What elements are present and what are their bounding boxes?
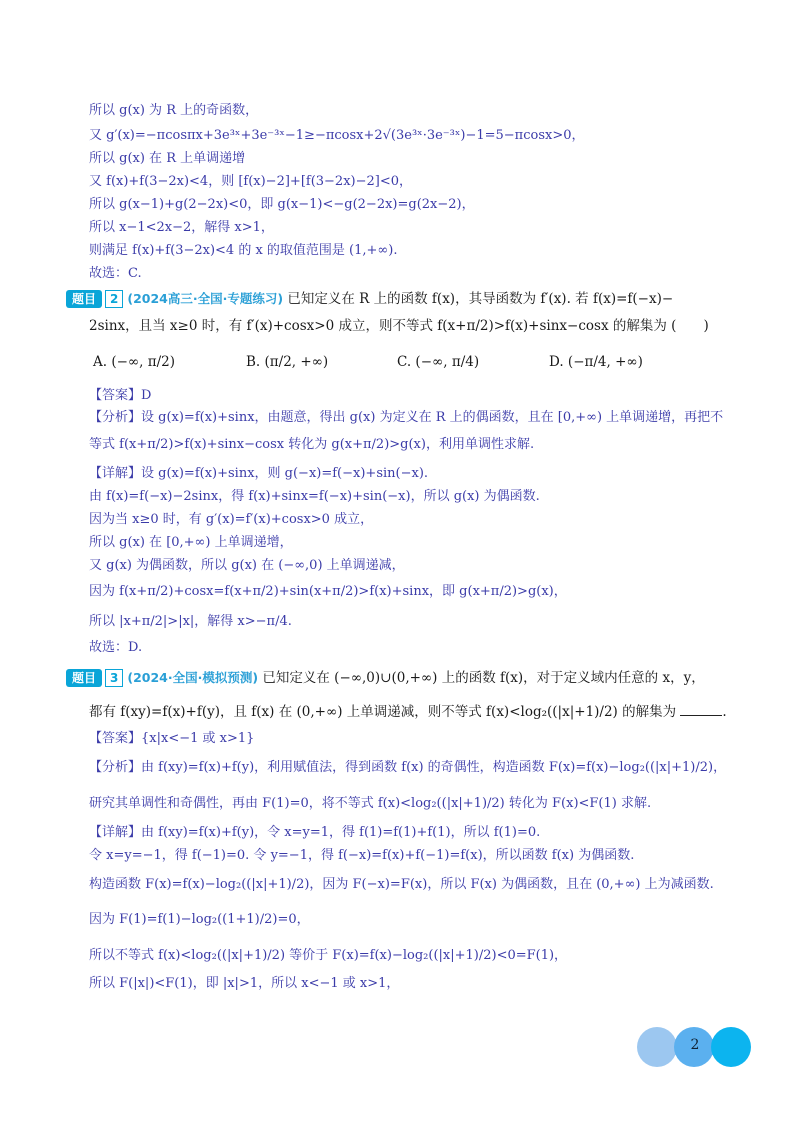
page-number: 2: [690, 1037, 700, 1053]
option-c[interactable]: C. (−∞, π/4): [397, 354, 480, 370]
detail-line: 构造函数 F(x)=f(x)−log₂((|x|+1)/2)，因为 F(−x)=F(x)，所以 F(x) 为偶函数，且在 (0,+∞) 上为减函数.: [89, 877, 714, 892]
question-stem: 已知定义在 (−∞,0)∪(0,+∞) 上的函数 f(x)，对于定义域内任意的 x，y，: [262, 670, 705, 686]
question-2-header: [66, 290, 673, 308]
detail-line: 由 f(x)=f(−x)−2sinx，得 f(x)+sinx=f(−x)+sin(−x)，所以 g(x) 为偶函数.: [89, 489, 540, 504]
solution-line: 则满足 f(x)+f(3−2x)<4 的 x 的取值范围是 (1,+∞).: [89, 243, 398, 258]
question-stem-line: 都有 f(xy)=f(x)+f(y)，且 f(x) 在 (0,+∞) 上单调递减，则不等式 f(x)<log₂((|x|+1)/2) 的解集为 .: [89, 704, 727, 720]
question-number: 3: [105, 669, 123, 687]
question-number: 2: [105, 290, 123, 308]
detail-line: 所以不等式 f(x)<log₂((|x|+1)/2) 等价于 F(x)=f(x)−log₂((|x|+1)/2)<0=F(1)，: [89, 948, 568, 963]
circle-decoration: [637, 1027, 677, 1067]
detail-line: 令 x=y=−1，得 f(−1)=0. 令 y=−1，得 f(−x)=f(x)+f(−1)=f(x)，所以函数 f(x) 为偶函数.: [89, 848, 635, 863]
solution-line: 所以 g(x) 在 R 上单调递增: [89, 151, 246, 166]
question-tag: 题目: [66, 290, 102, 308]
solution-line: 故选：C.: [89, 266, 142, 281]
question-tag: 题目: [66, 669, 102, 687]
detail-line: 故选：D.: [89, 640, 143, 655]
circle-decoration: [711, 1027, 751, 1067]
detail-line: 因为 F(1)=f(1)−log₂((1+1)/2)=0，: [89, 912, 310, 927]
option-a[interactable]: A. (−∞, π/2): [93, 354, 176, 370]
question-stem-text: 都有 f(xy)=f(x)+f(y)，且 f(x) 在 (0,+∞) 上单调递减，则不等式 f(x)<log₂((|x|+1)/2) 的解集为: [89, 704, 677, 720]
detail-line: 因为当 x≥0 时，有 g′(x)=f′(x)+cosx>0 成立，: [89, 512, 374, 527]
analysis-line: 等式 f(x+π/2)>f(x)+sinx−cosx 转化为 g(x+π/2)>g(x)，利用单调性求解.: [89, 437, 535, 452]
solution-line: 所以 g(x) 为 R 上的奇函数，: [89, 103, 259, 118]
detail-line: 因为 f(x+π/2)+cosx=f(x+π/2)+sin(x+π/2)>f(x)+sinx，即 g(x+π/2)>g(x)，: [89, 584, 567, 599]
answer-line: 【答案】D: [89, 388, 152, 403]
option-b[interactable]: B. (π/2, +∞): [246, 354, 329, 370]
solution-line: 又 f(x)+f(3−2x)<4，则 [f(x)−2]+[f(3−2x)−2]<0，: [89, 174, 413, 189]
detail-line: 所以 |x+π/2|>|x|，解得 x>−π/4.: [89, 614, 292, 629]
answer-blank[interactable]: [680, 703, 722, 716]
detail-line: 所以 F(|x|)<F(1)，即 |x|>1，所以 x<−1 或 x>1，: [89, 976, 400, 991]
analysis-line: 研究其单调性和奇偶性，再由 F(1)=0，将不等式 f(x)<log₂((|x|+1)/2) 转化为 F(x)<F(1) 求解.: [89, 796, 652, 811]
question-source: (2024高三·全国·专题练习): [127, 291, 284, 306]
analysis-line: 【分析】设 g(x)=f(x)+sinx，由题意，得出 g(x) 为定义在 R 上的偶函数，且在 [0,+∞) 上单调递增，再把不: [89, 410, 724, 425]
option-d[interactable]: D. (−π/4, +∞): [549, 354, 643, 370]
question-stem-line: 2sinx，且当 x≥0 时，有 f′(x)+cosx>0 成立，则不等式 f(x+π/2)>f(x)+sinx−cosx 的解集为 ( ): [89, 318, 709, 334]
solution-line: 又 g′(x)=−πcosπx+3e³ˣ+3e⁻³ˣ−1≥−πcosx+2√(3e³ˣ·3e⁻³ˣ)−1=5−πcosx>0，: [89, 128, 585, 143]
detail-line: 【详解】设 g(x)=f(x)+sinx，则 g(−x)=f(−x)+sin(−x).: [89, 466, 429, 481]
page-number-badge: [637, 1027, 751, 1067]
detail-line: 所以 g(x) 在 [0,+∞) 上单调递增，: [89, 535, 293, 550]
solution-line: 所以 g(x−1)+g(2−2x)<0，即 g(x−1)<−g(2−2x)=g(2x−2)，: [89, 197, 475, 212]
detail-line: 又 g(x) 为偶函数，所以 g(x) 在 (−∞,0) 上单调递减，: [89, 558, 405, 573]
question-stem: 已知定义在 R 上的函数 f(x)，其导函数为 f′(x). 若 f(x)=f(−x)−: [287, 291, 674, 307]
detail-line: 【详解】由 f(xy)=f(x)+f(y)，令 x=y=1，得 f(1)=f(1)+f(1)，所以 f(1)=0.: [89, 825, 541, 840]
question-3-header: [66, 669, 705, 687]
solution-line: 所以 x−1<2x−2，解得 x>1，: [89, 220, 274, 235]
answer-line: 【答案】{x|x<−1 或 x>1}: [89, 731, 255, 746]
question-source: (2024·全国·模拟预测): [127, 670, 259, 685]
analysis-line: 【分析】由 f(xy)=f(x)+f(y)，利用赋值法，得到函数 f(x) 的奇偶性，构造函数 F(x)=f(x)−log₂((|x|+1)/2)，: [89, 760, 727, 775]
